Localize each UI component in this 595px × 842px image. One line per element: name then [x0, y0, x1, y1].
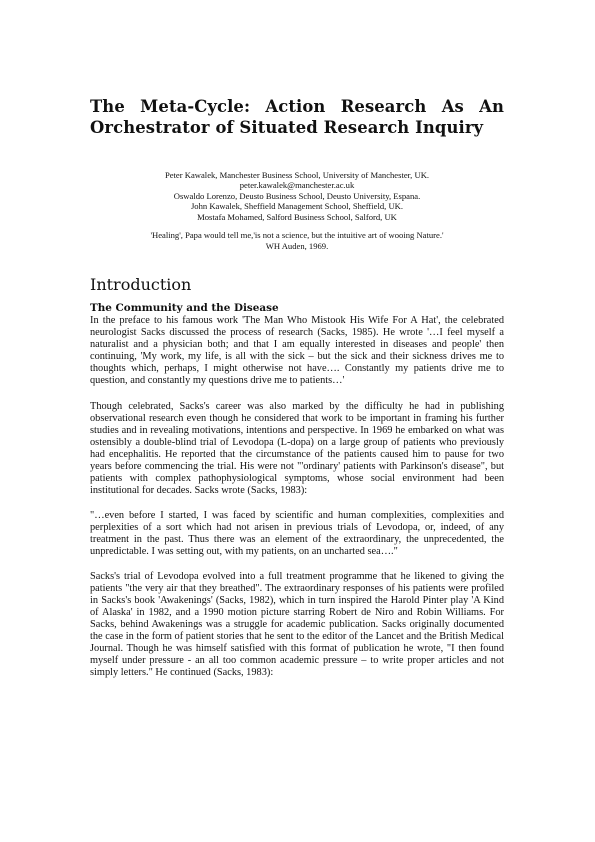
- author-line: John Kawalek, Sheffield Management School, Sheffield, UK.: [190, 201, 404, 212]
- author-line: Oswaldo Lorenzo, Deusto Business School, Deusto University, Espana.: [173, 190, 421, 201]
- author-block: [90, 170, 504, 222]
- block-quote: "…even before I started, I was faced by scientific and human complexities, complexities and perplexities of a sort which had not arisen in previous trials of Levodopa, or, indeed, of any treatment in the past. Thus there was an element of the extraordinary, the unprecedented, the unpredictable. I was setting out, with my patients, on an uncharted sea….": [90, 509, 504, 558]
- subsection-heading: The Community and the Disease: [90, 302, 279, 315]
- epigraph: [90, 230, 504, 251]
- paper-title: The Meta-Cycle: Action Research As An Orchestrator of Situated Research Inquiry: [90, 97, 504, 137]
- author-line: Mostafa Mohamed, Salford Business School, Salford, UK: [197, 211, 397, 222]
- epigraph-attribution: WH Auden, 1969.: [265, 240, 329, 251]
- epigraph-quote: 'Healing', Papa would tell me,'is not a science, but the intuitive art of wooing Nature.': [150, 230, 444, 241]
- paper-page: [90, 96, 504, 679]
- section-heading: Introduction: [90, 275, 192, 295]
- author-email: peter.kawalek@manchester.ac.uk: [239, 180, 355, 191]
- body-paragraph: Sacks's trial of Levodopa evolved into a full treatment programme that he likened to giving the patients "the very air that they breathed". The extraordinary responses of his patients were profiled in Sacks's book 'Awakenings' (Sacks, 1982), which in turn inspired the Harold Pinter play 'A Kind of Alaska' in 1982, and a 1990 motion picture starring Robert de Niro and Robin Williams. For Sacks, behind Awakenings was a struggle for academic publication. Sacks originally documented the case in the form of patient stories that he sent to the editor of the Lancet and the British Medical Journal. Though he was himself satisfied with this format of publication he wrote, "I then found myself under pressure - an all too common academic pressure – to write proper articles and not simply letters." He continued (Sacks, 1983):: [90, 571, 504, 679]
- author-line: Peter Kawalek, Manchester Business School, University of Manchester, UK.: [164, 170, 430, 180]
- body-paragraph: In the preface to his famous work 'The Man Who Mistook His Wife For A Hat', the celebrated neurologist Sacks discussed the process of research (Sacks, 1985). He wrote '…I feel myself a naturalist and a physician both; and that I am equally interested in diseases and people' then continuing, 'My work, my life, is all with the sick – but the sick and their sickness drives me to thoughts which, perhaps, I might otherwise not have…. Constantly my patients drive me to question, and constantly my questions drive me to patients…': [90, 315, 504, 387]
- body-paragraph: Though celebrated, Sacks's career was also marked by the difficulty he had in publishing observational research even though he considered that work to be important in framing his further studies and in revealing motivations, intentions and perspective. In 1969 he embarked on what was ostensibly a double-blind trial of Levodopa (L-dopa) on a large group of patients who previously had encephalitis. He reported that the circumstance of the patients caused him to pause for two years before commencing the trial. His were not "'ordinary' patients with Parkinson's disease", but patients with complex pathophysiological symptoms, whose social environment had been institutional for decades. Sacks wrote (Sacks, 1983):: [90, 400, 504, 496]
